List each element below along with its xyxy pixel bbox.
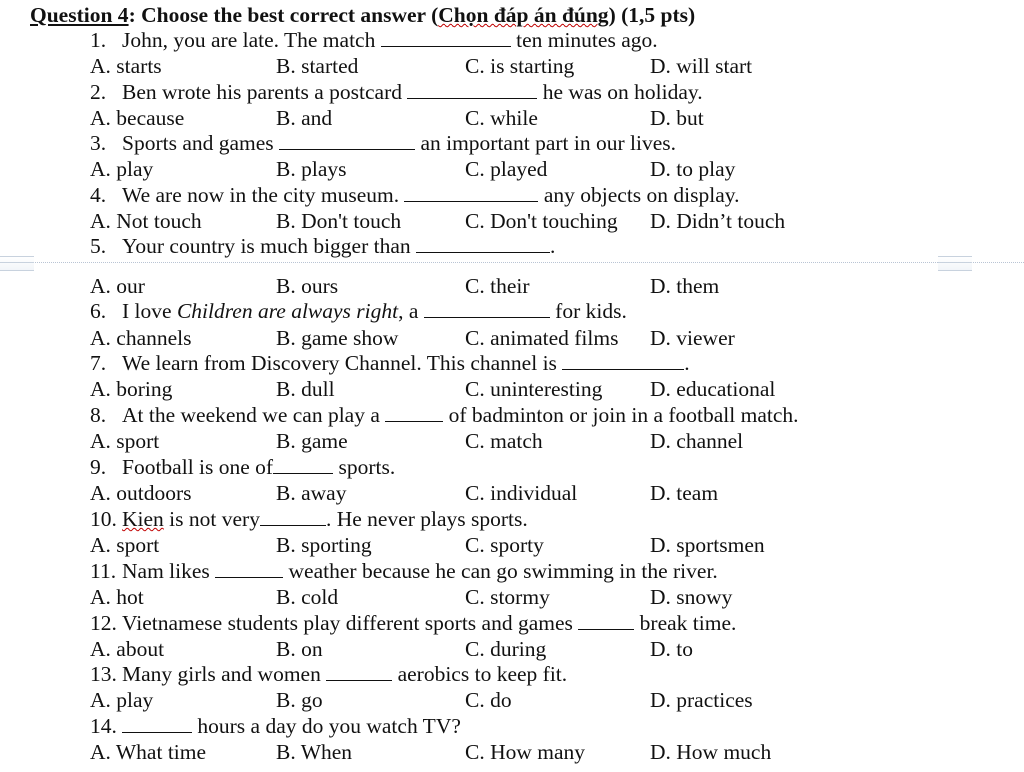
option-9d[interactable]: D. team <box>650 481 719 505</box>
heading-instruction: : Choose the best correct answer ( <box>128 3 439 27</box>
option-14c[interactable]: C. How many <box>465 740 586 764</box>
option-2d[interactable]: D. but <box>650 106 704 130</box>
option-14d[interactable]: D. How much <box>650 740 772 764</box>
option-4b[interactable]: B. Don't touch <box>276 209 402 233</box>
option-10a[interactable]: A. sport <box>90 533 160 557</box>
option-6c[interactable]: C. animated films <box>465 326 619 350</box>
option-7a[interactable]: A. boring <box>90 377 173 401</box>
option-10c[interactable]: C. sporty <box>465 533 544 557</box>
option-10d[interactable]: D. sportsmen <box>650 533 765 557</box>
question-4: 4. We are now in the city museum. any objects on display. <box>90 183 740 207</box>
answer-blank[interactable] <box>404 183 538 202</box>
answer-blank[interactable] <box>215 559 283 578</box>
program-title: Children are always right <box>176 299 399 323</box>
option-14b[interactable]: B. When <box>276 740 353 764</box>
question-7: 7. We learn from Discovery Channel. This channel is . <box>90 351 690 375</box>
name-kien: Kien <box>122 507 164 531</box>
answer-blank[interactable] <box>407 80 537 99</box>
question-3: 3. Sports and games an important part in our lives. <box>90 131 676 155</box>
option-7c[interactable]: C. uninteresting <box>465 377 603 401</box>
option-6b[interactable]: B. game show <box>276 326 399 350</box>
option-4a[interactable]: A. Not touch <box>90 209 202 233</box>
option-5a[interactable]: A. our <box>90 274 145 298</box>
option-7b[interactable]: B. dull <box>276 377 335 401</box>
option-9c[interactable]: C. individual <box>465 481 578 505</box>
option-8c[interactable]: C. match <box>465 429 543 453</box>
answer-blank[interactable] <box>273 455 333 474</box>
option-2a[interactable]: A. because <box>90 106 185 130</box>
option-11b[interactable]: B. cold <box>276 585 339 609</box>
heading-points: ) (1,5 pts) <box>608 3 696 27</box>
question-13: 13. Many girls and women aerobics to keep fit. <box>90 662 568 686</box>
option-8a[interactable]: A. sport <box>90 429 160 453</box>
option-5d[interactable]: D. them <box>650 274 720 298</box>
option-3b[interactable]: B. plays <box>276 157 347 181</box>
option-2c[interactable]: C. while <box>465 106 538 130</box>
question-6: 6. I love Children are always right, a for kids. <box>90 299 627 323</box>
option-11a[interactable]: A. hot <box>90 585 144 609</box>
option-9a[interactable]: A. outdoors <box>90 481 192 505</box>
option-12c[interactable]: C. during <box>465 637 547 661</box>
option-11c[interactable]: C. stormy <box>465 585 550 609</box>
question-10: 10. Kien is not very . He never plays sports. <box>90 507 528 531</box>
option-4c[interactable]: C. Don't touching <box>465 209 618 233</box>
option-14a[interactable]: A. What time <box>90 740 207 764</box>
option-8d[interactable]: D. channel <box>650 429 744 453</box>
option-3a[interactable]: A. play <box>90 157 154 181</box>
answer-blank[interactable] <box>381 28 511 47</box>
question-9: 9. Football is one of sports. <box>90 455 396 479</box>
option-12a[interactable]: A. about <box>90 637 165 661</box>
option-8b[interactable]: B. game <box>276 429 348 453</box>
option-5b[interactable]: B. ours <box>276 274 339 298</box>
option-6d[interactable]: D. viewer <box>650 326 735 350</box>
option-11d[interactable]: D. snowy <box>650 585 733 609</box>
question-5: 5. Your country is much bigger than . <box>90 234 556 258</box>
answer-blank[interactable] <box>279 131 415 150</box>
option-13c[interactable]: C. do <box>465 688 512 712</box>
option-5c[interactable]: C. their <box>465 274 530 298</box>
page-break-handle-right[interactable] <box>938 256 972 271</box>
heading-vietnamese: Chọn đáp án đúng <box>438 3 609 27</box>
option-13d[interactable]: D. practices <box>650 688 753 712</box>
option-3c[interactable]: C. played <box>465 157 548 181</box>
page-break-handle-left[interactable] <box>0 256 34 271</box>
option-4d[interactable]: D. Didn’t touch <box>650 209 786 233</box>
question-2: 2. Ben wrote his parents a postcard he was on holiday. <box>90 80 703 104</box>
question-11: 11. Nam likes weather because he can go swimming in the river. <box>90 559 718 583</box>
answer-blank[interactable] <box>260 507 326 526</box>
heading-label: Question 4 <box>30 3 129 27</box>
answer-blank[interactable] <box>578 611 634 630</box>
option-13b[interactable]: B. go <box>276 688 323 712</box>
option-10b[interactable]: B. sporting <box>276 533 372 557</box>
option-3d[interactable]: D. to play <box>650 157 736 181</box>
question-12: 12. Vietnamese students play different sports and games break time. <box>90 611 737 635</box>
option-1a[interactable]: A. starts <box>90 54 162 78</box>
answer-blank[interactable] <box>424 299 550 318</box>
page-break-divider <box>0 262 1024 263</box>
question-8: 8. At the weekend we can play a of badminton or join in a football match. <box>90 403 799 427</box>
option-7d[interactable]: D. educational <box>650 377 776 401</box>
question-1: 1. John, you are late. The match ten minutes ago. <box>90 28 658 52</box>
question-heading <box>30 3 695 28</box>
question-14: 14. hours a day do you watch TV? <box>90 714 461 738</box>
option-12b[interactable]: B. on <box>276 637 323 661</box>
answer-blank[interactable] <box>122 714 192 733</box>
answer-blank[interactable] <box>416 234 550 253</box>
option-9b[interactable]: B. away <box>276 481 347 505</box>
answer-blank[interactable] <box>562 351 684 370</box>
option-2b[interactable]: B. and <box>276 106 333 130</box>
option-1c[interactable]: C. is starting <box>465 54 575 78</box>
answer-blank[interactable] <box>326 662 392 681</box>
option-12d[interactable]: D. to <box>650 637 693 661</box>
option-13a[interactable]: A. play <box>90 688 154 712</box>
option-1b[interactable]: B. started <box>276 54 359 78</box>
option-1d[interactable]: D. will start <box>650 54 753 78</box>
option-6a[interactable]: A. channels <box>90 326 192 350</box>
answer-blank[interactable] <box>385 403 443 422</box>
